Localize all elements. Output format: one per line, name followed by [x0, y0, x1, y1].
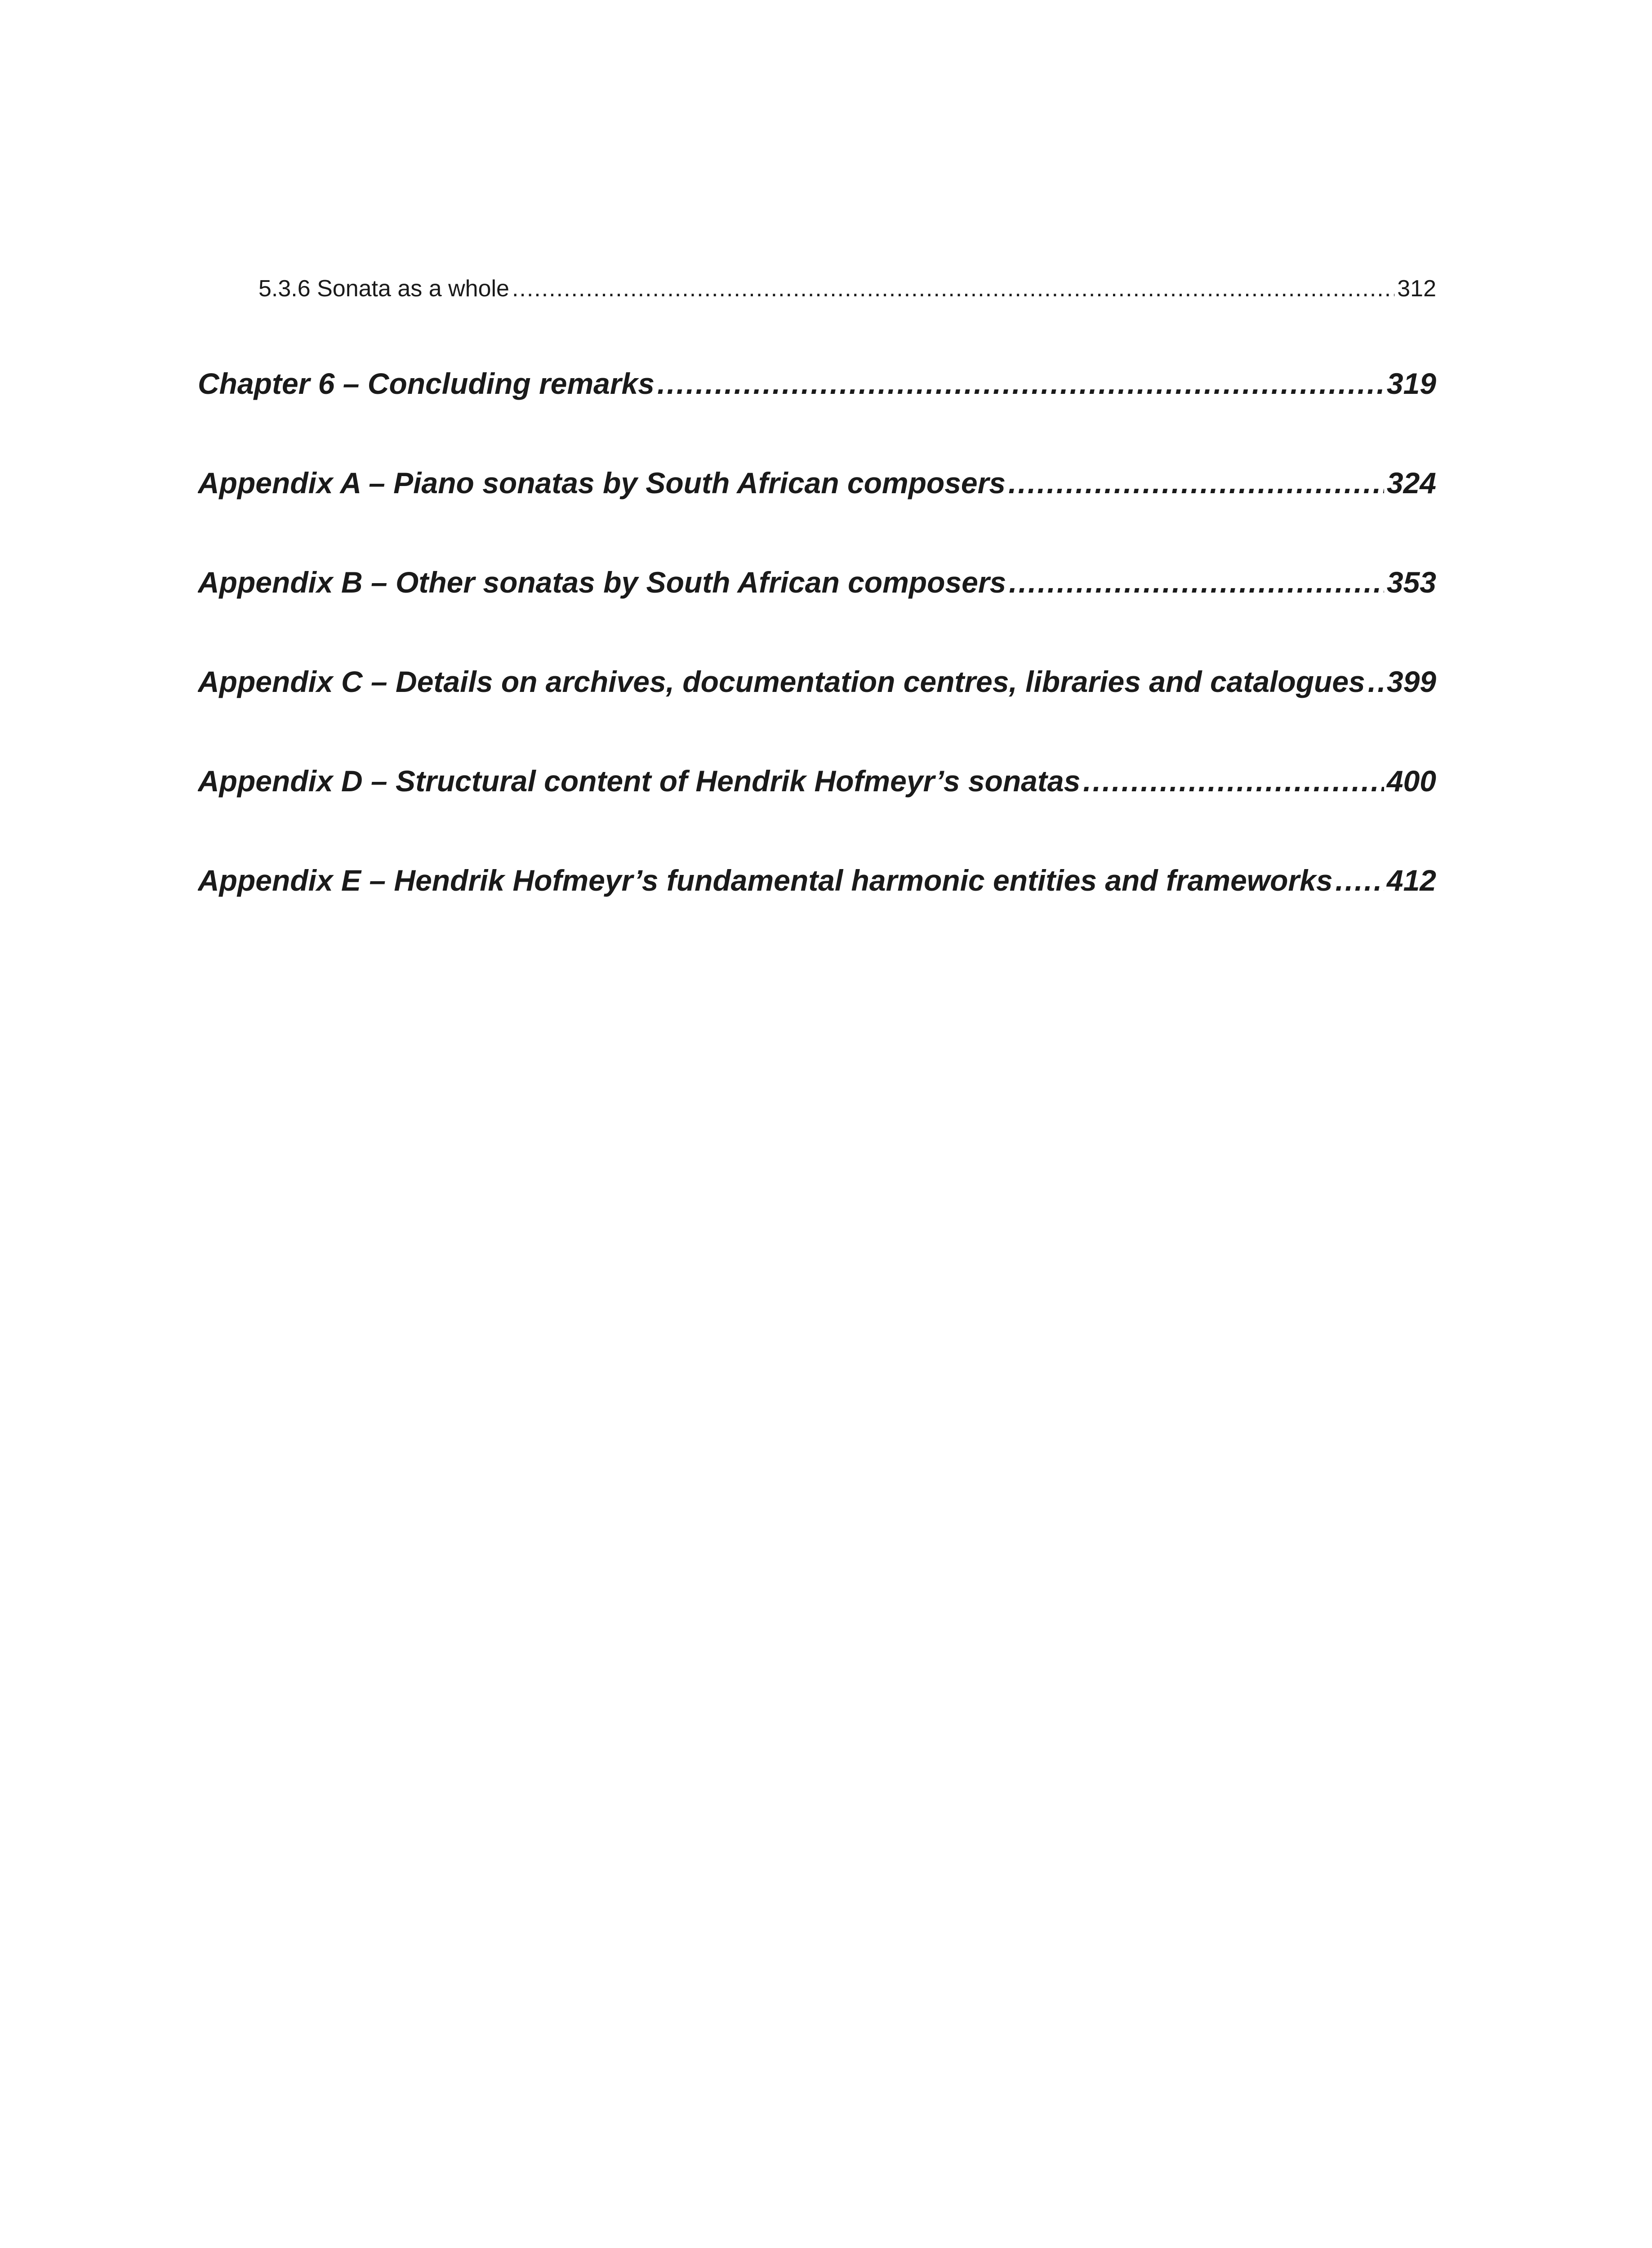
dot-leader [1336, 863, 1384, 897]
toc-entry-appendix-c[interactable] [198, 665, 1436, 699]
dot-leader [1009, 565, 1384, 599]
dot-leader [1368, 665, 1384, 699]
toc-entry-label: Appendix C – Details on archives, documentation centres, libraries and catalogues [198, 665, 1365, 698]
dot-leader [512, 275, 1394, 302]
toc-entry-page-number: 319 [1386, 367, 1436, 400]
toc-entry-page-number: 399 [1386, 665, 1436, 698]
toc-entry-appendix-a[interactable] [198, 466, 1436, 500]
dot-leader [1083, 764, 1384, 798]
toc-entry-label: Appendix D – Structural content of Hendrik Hofmeyr’s sonatas [198, 764, 1081, 798]
dot-leader [657, 366, 1384, 401]
dot-leader [1008, 466, 1384, 500]
toc-entry-label: Appendix B – Other sonatas by South African composers [198, 566, 1006, 599]
toc-entry-page-number: 353 [1386, 566, 1436, 599]
toc-entry-label: Chapter 6 – Concluding remarks [198, 367, 655, 400]
toc-entry-page-number: 400 [1386, 764, 1436, 798]
toc-entry-appendix-e[interactable] [198, 863, 1436, 897]
toc-entry-page-number: 412 [1386, 864, 1436, 897]
toc-entry-appendix-d[interactable] [198, 764, 1436, 798]
toc-entry-label: Appendix A – Piano sonatas by South African composers [198, 466, 1006, 500]
toc-entry-5-3-6[interactable] [198, 275, 1436, 302]
toc-entry-appendix-b[interactable] [198, 565, 1436, 599]
toc-entry-label: 5.3.6 Sonata as a whole [258, 276, 509, 302]
toc-entry-page-number: 312 [1397, 276, 1436, 302]
toc-entry-label: Appendix E – Hendrik Hofmeyr’s fundamental harmonic entities and frameworks [198, 864, 1333, 897]
toc-entry-chapter-6[interactable] [198, 366, 1436, 401]
toc-entry-page-number: 324 [1386, 466, 1436, 500]
